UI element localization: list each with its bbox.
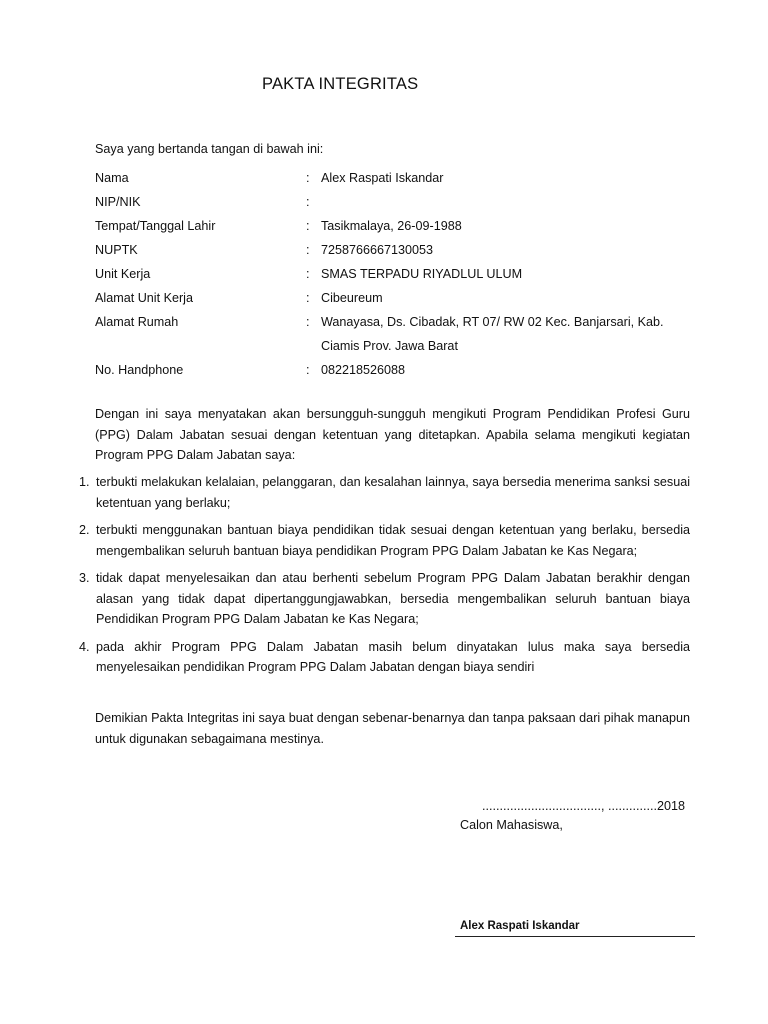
closing-paragraph: Demikian Pakta Integritas ini saya buat dengan sebenar-benarnya dan tanpa paksaan dari pihak manapun untuk digunakan sebagaimana mestinya. — [95, 711, 690, 746]
signature-name: Alex Raspati Iskandar — [460, 920, 580, 932]
document-title: PAKTA INTEGRITAS — [262, 75, 419, 93]
field-colon: : — [306, 267, 310, 281]
list-item-number: 1. — [79, 475, 90, 489]
declaration-paragraph: Dengan ini saya menyatakan akan bersungguh-sungguh mengikuti Program Pendidikan Profesi Guru (PPG) Dalam Jabatan sesuai dengan ketentuan yang ditetapkan. Apabila selama mengikuti kegiatan Program PPG Dalam Jabatan saya: — [95, 407, 690, 463]
identity-fields — [95, 166, 685, 382]
list-item-text: pada akhir Program PPG Dalam Jabatan masih belum dinyatakan lulus maka saya bersedia menyelesaikan pendidikan Program PPG Dalam Jabatan dengan biaya sendiri — [96, 639, 690, 674]
field-colon: : — [306, 219, 310, 233]
field-label: NUPTK — [95, 243, 138, 257]
field-row-unit-kerja — [95, 262, 685, 286]
field-label: NIP/NIK — [95, 195, 141, 209]
field-label: Alamat Rumah — [95, 315, 179, 329]
field-value: Cibeureum — [321, 291, 383, 305]
field-value: Alex Raspati Iskandar — [321, 171, 444, 185]
field-value: SMAS TERPADU RIYADLUL ULUM — [321, 267, 523, 281]
list-item — [79, 472, 690, 513]
field-value: 7258766667130053 — [321, 243, 434, 257]
field-value: Wanayasa, Ds. Cibadak, RT 07/ RW 02 Kec. Banjarsari, Kab. Ciamis Prov. Jawa Barat — [321, 315, 664, 353]
list-item-text: tidak dapat menyelesaikan dan atau berhenti sebelum Program PPG Dalam Jabatan berakhir dengan alasan yang tidak dapat dipertanggungjawabkan, bersedia mengembalikan seluruh bantuan biaya Pendidikan Program PPG Dalam Jabatan ke Kas Negara; — [96, 571, 690, 626]
field-label: Tempat/Tanggal Lahir — [95, 219, 216, 233]
signature-date-line: .................................., ..............2018 — [482, 799, 685, 813]
field-row-ttl — [95, 214, 685, 238]
list-item-number: 3. — [79, 571, 90, 585]
signature-underline — [455, 936, 695, 937]
field-colon: : — [306, 195, 310, 209]
field-row-handphone — [95, 358, 685, 382]
field-row-nama — [95, 166, 685, 190]
list-item-number: 2. — [79, 523, 90, 537]
field-label: No. Handphone — [95, 363, 184, 377]
intro-text: Saya yang bertanda tangan di bawah ini: — [95, 142, 324, 156]
field-value — [321, 190, 685, 214]
list-item — [79, 520, 690, 561]
field-value: 082218526088 — [321, 363, 406, 377]
signature-role: Calon Mahasiswa, — [460, 818, 563, 832]
list-item — [79, 568, 690, 630]
field-value: Tasikmalaya, 26-09-1988 — [321, 219, 462, 233]
list-item-text: terbukti menggunakan bantuan biaya pendidikan tidak sesuai dengan ketentuan yang berlaku, bersedia mengembalikan seluruh bantuan biaya pendidikan Program PPG Dalam Jabatan ke Kas Negara; — [96, 523, 690, 558]
field-row-nuptk — [95, 238, 685, 262]
field-colon: : — [306, 171, 310, 185]
field-colon: : — [306, 291, 310, 305]
field-colon: : — [306, 363, 310, 377]
list-item-text: terbukti melakukan kelalaian, pelanggaran, dan kesalahan lainnya, saya bersedia menerima sanksi sesuai ketentuan yang berlaku; — [96, 475, 690, 510]
field-row-alamat-unit — [95, 286, 685, 310]
field-row-nip — [95, 190, 685, 214]
field-colon: : — [306, 315, 310, 329]
list-item-number: 4. — [79, 639, 90, 654]
field-row-alamat-rumah — [95, 310, 685, 358]
field-label: Nama — [95, 171, 129, 185]
list-item — [79, 637, 690, 678]
conditions-list — [79, 472, 690, 685]
field-label: Unit Kerja — [95, 267, 151, 281]
field-colon: : — [306, 243, 310, 257]
field-label: Alamat Unit Kerja — [95, 291, 193, 305]
